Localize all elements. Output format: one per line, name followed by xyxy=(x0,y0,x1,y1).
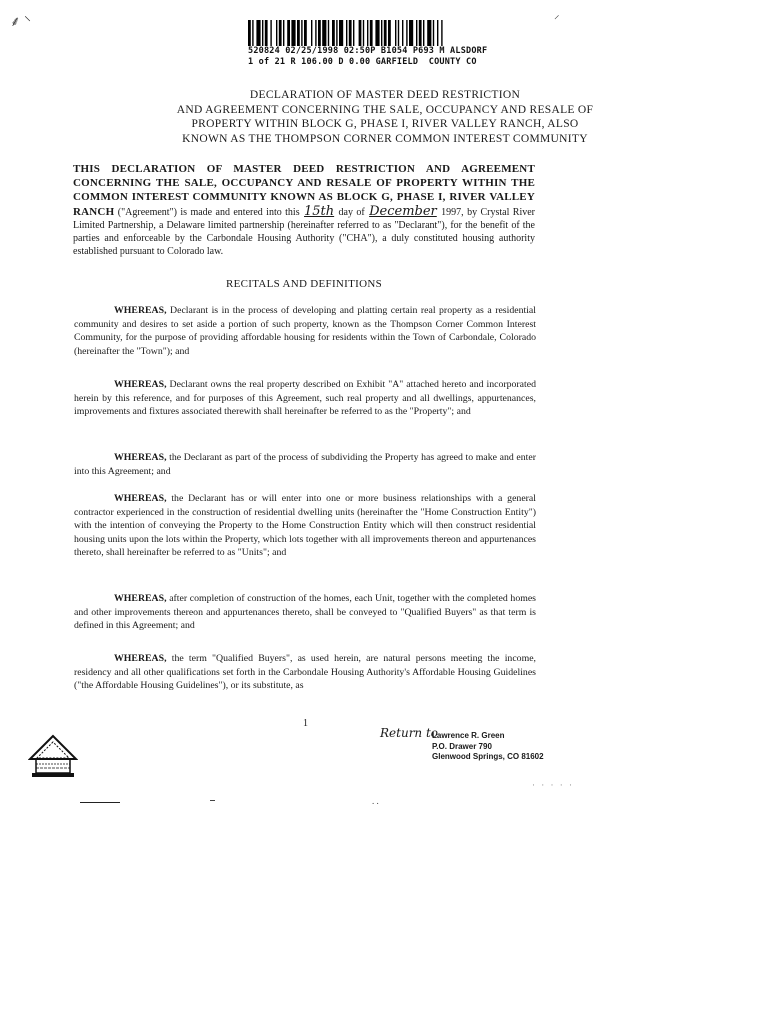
handwritten-month: December xyxy=(369,203,437,219)
barcode-bar xyxy=(419,20,422,46)
barcode-bar xyxy=(328,20,329,46)
footer-dots: . . xyxy=(372,796,379,806)
whereas-word: WHEREAS, xyxy=(114,305,167,316)
barcode-bar xyxy=(270,20,271,46)
title-line-3: PROPERTY WITHIN BLOCK G, PHASE I, RIVER VALLEY RANCH, ALSO xyxy=(191,118,579,130)
whereas-paragraph xyxy=(74,304,536,358)
barcode-bar xyxy=(279,20,282,46)
whereas-paragraph xyxy=(74,451,536,478)
title-line-4: KNOWN AS THE THOMPSON CORNER COMMON INTEREST COMMUNITY xyxy=(182,132,588,145)
barcode-bar xyxy=(265,20,268,46)
whereas-paragraph xyxy=(74,492,536,560)
return-to-handwritten: Return to xyxy=(380,726,439,740)
barcode-bar xyxy=(353,20,354,46)
intro-paragraph xyxy=(73,162,535,258)
page-number: 1 xyxy=(303,718,308,729)
recording-stamp-line2: 1 of 21 R 106.00 D 0.00 GARFIELD COUNTY CO xyxy=(248,57,477,67)
barcode-bar xyxy=(367,20,368,46)
barcode-bar xyxy=(248,20,251,46)
whereas-text: Declarant is in the process of developing and platting certain real property as a residential community and desires to set aside a portion of such property, known as the Thompson Corner Common Interest Community, for the purpose of providing affordable housing for residents within the Town of Carbondale, Colorado (hereinafter the "Town"); and xyxy=(74,305,536,357)
barcode-bar xyxy=(318,20,321,46)
barcode-bar xyxy=(388,20,391,46)
whereas-word: WHEREAS, xyxy=(114,593,167,604)
address-line-3: Glenwood Springs, CO 81602 xyxy=(432,752,544,761)
intro-text-b: day of xyxy=(335,206,369,218)
whereas-word: WHEREAS, xyxy=(114,493,167,504)
corner-mark-top-right: ⸍ xyxy=(554,14,560,26)
title-line-2: AND AGREEMENT CONCERNING THE SALE, OCCUPANCY AND RESALE OF xyxy=(176,103,594,116)
barcode-bar xyxy=(402,20,403,46)
intro-text-c: 1997, by Crystal River Limited Partnership, a Delaware limited partnership (hereinafter referred to as "Declarant"), for the benefit of the parties and enforceable by the Carbondale Housing Authority ("CHA"), a duly constituted housing authority established pursuant to Colorado law. xyxy=(73,206,535,258)
document-title xyxy=(40,88,730,146)
barcode-bar xyxy=(384,20,387,46)
barcode-bar xyxy=(437,20,438,46)
barcode-bar xyxy=(276,20,277,46)
barcode-bar xyxy=(409,20,413,46)
section-heading: RECITALS AND DEFINITIONS xyxy=(225,278,383,290)
barcode-bar xyxy=(349,20,352,46)
barcode-bar xyxy=(433,20,434,46)
intro-lead: THIS DECLARATION OF MASTER DEED RESTRICTION AND AGREEMENT CONCERNING THE SALE, OCCUPANCY AND RESALE OF PROPERTY WITHIN THE COMMON INTEREST COMMUNITY KNOWN AS BLOCK G, PHASE I, RIVER VALLEY RANCH xyxy=(73,163,535,218)
barcode-bar xyxy=(346,20,347,46)
address-name: Lawrence R. Green xyxy=(432,731,505,740)
barcode-bar xyxy=(304,20,307,46)
barcode-bar xyxy=(370,20,373,46)
footer-rule xyxy=(80,802,120,803)
title-line-1: DECLARATION OF MASTER DEED RESTRICTION xyxy=(249,89,521,101)
barcode-bar xyxy=(301,20,302,46)
barcode-bar xyxy=(395,20,396,46)
whereas-paragraph xyxy=(74,378,536,419)
barcode-bar xyxy=(336,20,337,46)
handwritten-day: 15th xyxy=(304,203,335,219)
address-line-2: P.O. Drawer 790 xyxy=(432,741,492,751)
barcode xyxy=(248,20,504,46)
housing-logo-icon xyxy=(28,733,78,779)
corner-mark-top-left: ⸙ ⸌ xyxy=(10,15,31,30)
barcode-bar xyxy=(311,20,312,46)
barcode-bar xyxy=(423,20,424,46)
barcode-bar xyxy=(287,20,290,46)
barcode-bar xyxy=(256,20,260,46)
barcode-bar xyxy=(339,20,343,46)
barcode-bar xyxy=(315,20,316,46)
barcode-bar xyxy=(332,20,335,46)
whereas-text: the Declarant has or will enter into one or more business relationships with a general contractor experienced in the construction of residential dwelling units (hereinafter the "Home Construction Entity") with the intention of conveying the Property to the Home Construction Entity which will then construct residential housing units upon the lots within the Property, which lots together with all improvements thereon and appurtenances thereto, shall hereinafter be referred to as "Units"; and xyxy=(74,493,536,559)
whereas-text: after completion of construction of the homes, each Unit, together with the completed homes and other improvements thereon and appurtenances thereto, shall be conveyed to "Qualified Buyers" as that term is defined in this Agreement; and xyxy=(74,593,536,632)
barcode-bar xyxy=(283,20,284,46)
barcode-bar xyxy=(359,20,362,46)
whereas-text: the Declarant as part of the process of subdividing the Property has agreed to make and enter into this Agreement; and xyxy=(74,452,536,477)
barcode-bar xyxy=(416,20,417,46)
barcode-bar xyxy=(398,20,399,46)
faint-mark: · · · · · xyxy=(532,780,574,790)
barcode-bar xyxy=(375,20,379,46)
whereas-paragraph xyxy=(74,592,536,633)
return-address xyxy=(432,731,544,763)
barcode-bar xyxy=(262,20,263,46)
barcode-bar xyxy=(381,20,382,46)
barcode-bar xyxy=(252,20,253,46)
whereas-text: the term "Qualified Buyers", as used herein, are natural persons meeting the income, residency and all other qualifications set forth in the Carbondale Housing Authority's Affordable Housing Guidelines ("the Affordable Housing Guidelines"), or its substitute, as xyxy=(74,653,536,692)
whereas-text: Declarant owns the real property described on Exhibit "A" attached hereto and incorporated herein by this reference, and for purposes of this Agreement, such real property and all dwellings, appurtenances, improvements and fixtures associated therewith shall hereinafter be referred to as the "Property"; and xyxy=(74,379,536,418)
barcode-bar xyxy=(297,20,300,46)
barcode-bar xyxy=(363,20,364,46)
barcode-bar xyxy=(406,20,407,46)
whereas-word: WHEREAS, xyxy=(114,379,167,390)
whereas-word: WHEREAS, xyxy=(114,452,167,463)
whereas-word: WHEREAS, xyxy=(114,653,167,664)
barcode-bar xyxy=(441,20,442,46)
whereas-paragraph xyxy=(74,652,536,693)
barcode-bar xyxy=(427,20,431,46)
recording-stamp-line1: 520824 02/25/1998 02:50P B1054 P693 M ALSDORF xyxy=(248,46,488,56)
barcode-bar xyxy=(322,20,326,46)
intro-text-a: ("Agreement") is made and entered into this xyxy=(114,206,303,218)
barcode-bar xyxy=(291,20,295,46)
footer-dash xyxy=(210,800,215,801)
